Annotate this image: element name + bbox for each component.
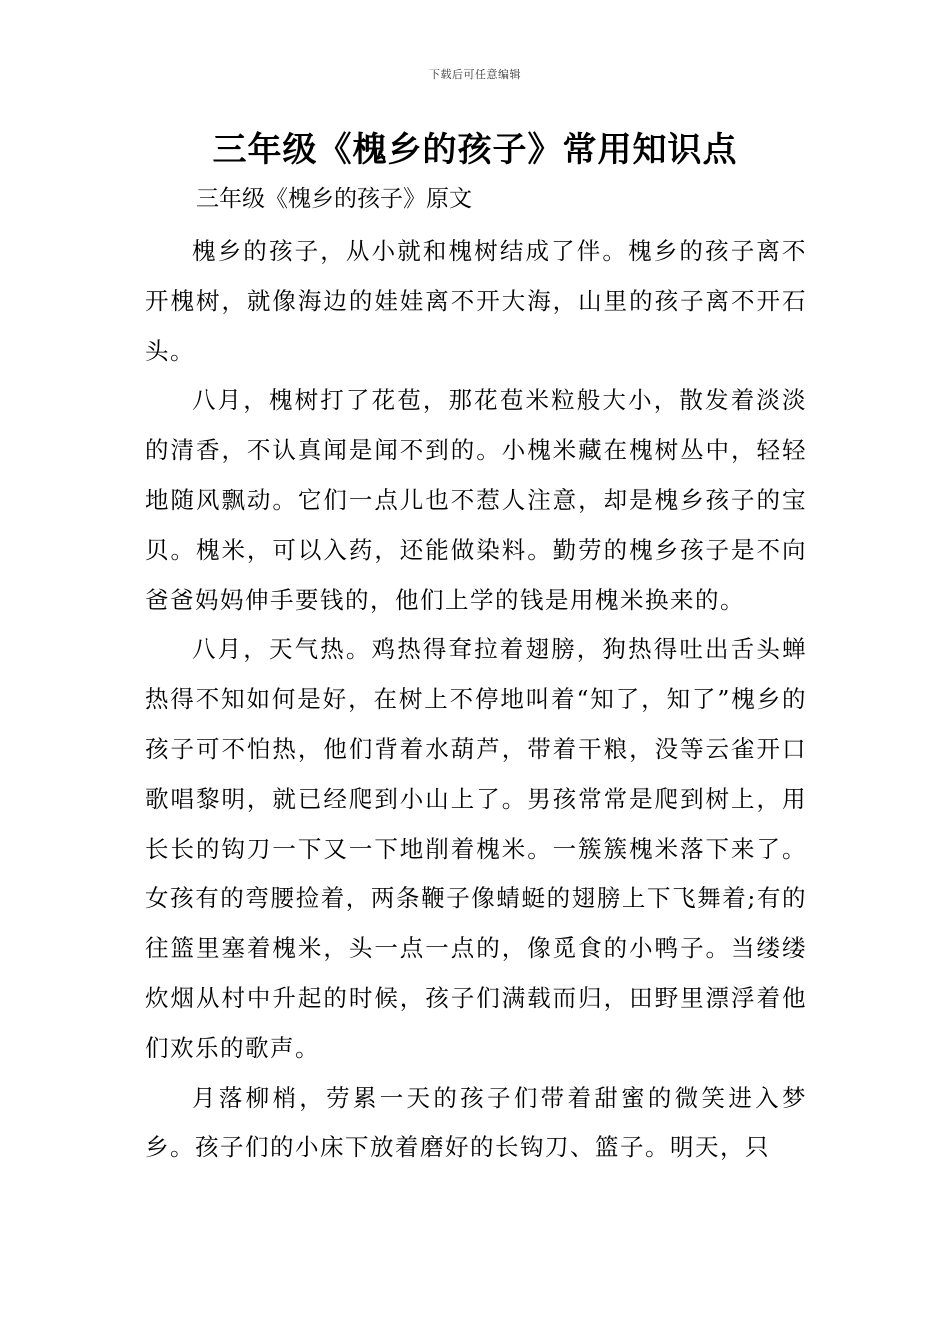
header-note: 下载后可任意编辑 — [429, 68, 521, 81]
document-subtitle: 三年级《槐乡的孩子》原文 — [196, 186, 472, 212]
paragraph-1: 槐乡的孩子，从小就和槐树结成了伴。槐乡的孩子离不开槐树，就像海边的娃娃离不开大海，山里的孩子离不开石头。 — [145, 237, 807, 365]
document-title: 三年级《槐乡的孩子》常用知识点 — [212, 130, 738, 170]
paragraph-2: 八月，槐树打了花苞，那花苞米粒般大小，散发着淡淡的清香，不认真闻是闻不到的。小槐米藏在槐树丛中，轻轻地随风飘动。它们一点儿也不惹人注意，却是槐乡孩子的宝贝。槐米，可以入药，还能做染料。勤劳的槐乡孩子是不向爸爸妈妈伸手要钱的，他们上学的钱是用槐米换来的。 — [145, 386, 807, 614]
document-body — [145, 227, 807, 1173]
paragraph-3: 八月，天气热。鸡热得耷拉着翅膀，狗热得吐出舌头蝉热得不知如何是好，在树上不停地叫着“知了，知了”槐乡的孩子可不怕热，他们背着水葫芦，带着干粮，没等云雀开口歌唱黎明，就已经爬到小山上了。男孩常常是爬到树上，用长长的钩刀一下又一下地削着槐米。一簇簇槐米落下来了。女孩有的弯腰捡着，两条鞭子像蜻蜓的翅膀上下飞舞着;有的往篮里塞着槐米，头一点一点的，像觅食的小鸭子。当缕缕炊烟从村中升起的时候，孩子们满载而归，田野里漂浮着他们欢乐的歌声。 — [145, 635, 807, 1062]
paragraph-4: 月落柳梢，劳累一天的孩子们带着甜蜜的微笑进入梦乡。孩子们的小床下放着磨好的长钩刀、篮子。明天，只 — [145, 1083, 807, 1162]
